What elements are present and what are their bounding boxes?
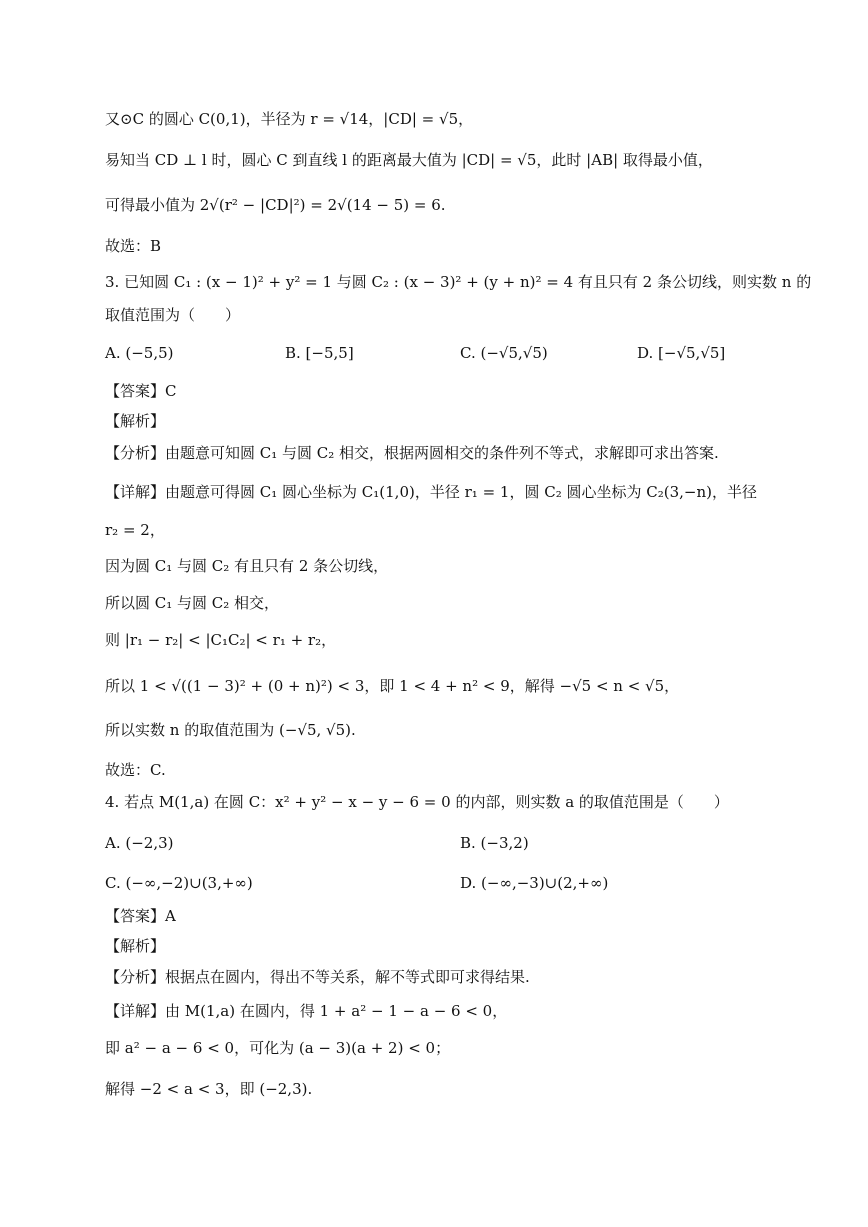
q4-option-d: D. (−∞,−3)∪(2,+∞): [460, 874, 609, 892]
detail-text: 【详解】由 M(1,a) 在圆内，得 1 + a² − 1 − a − 6 < 0，: [105, 1002, 508, 1020]
q4-option-b: B. (−3,2): [460, 834, 529, 852]
q3-option-d: D. [−√5,√5]: [637, 344, 726, 362]
q3-option-c: C. (−√5,√5): [460, 344, 548, 362]
text-line: 可得最小值为 2√(r² − |CD|²) = 2√(14 − 5) = 6.: [105, 196, 446, 214]
q3-option-a: A. (−5,5): [105, 344, 174, 362]
analysis-text: 【分析】根据点在圆内，得出不等关系，解不等式即可求得结果.: [105, 968, 530, 986]
analysis-label: 【解析】: [105, 937, 166, 955]
q4-option-a: A. (−2,3): [105, 834, 174, 852]
analysis-label: 【解析】: [105, 412, 166, 430]
text-line: 又⊙C 的圆心 C(0,1)，半径为 r = √14，|CD| = √5，: [105, 110, 474, 128]
detail-text: 【详解】由题意可得圆 C₁ 圆心坐标为 C₁(1,0)，半径 r₁ = 1，圆 C₂ 圆心坐标为 C₂(3,−n)，半径: [105, 483, 757, 501]
question-3-stem: 3. 已知圆 C₁ : (x − 1)² + y² = 1 与圆 C₂ : (x − 3)² + (y + n)² = 4 有且只有 2 条公切线，则实数 n 的: [105, 273, 812, 291]
q3-option-b: B. [−5,5]: [285, 344, 354, 362]
detail-text: 因为圆 C₁ 与圆 C₂ 有且只有 2 条公切线，: [105, 557, 389, 575]
question-3-stem-cont: 取值范围为（ ）: [105, 306, 241, 324]
detail-text: 即 a² − a − 6 < 0，可化为 (a − 3)(a + 2) < 0；: [105, 1039, 451, 1057]
detail-text: 解得 −2 < a < 3，即 (−2,3).: [105, 1080, 313, 1098]
answer-label: 【答案】A: [105, 907, 176, 925]
question-4-stem: 4. 若点 M(1,a) 在圆 C：x² + y² − x − y − 6 = 0 的内部，则实数 a 的取值范围是（ ）: [105, 793, 729, 811]
detail-text: 故选：C.: [105, 761, 166, 779]
answer-label: 【答案】C: [105, 382, 177, 400]
text-line: 易知当 CD ⊥ l 时，圆心 C 到直线 l 的距离最大值为 |CD| = √5，此时 |AB| 取得最小值，: [105, 151, 713, 169]
detail-text: 所以实数 n 的取值范围为 (−√5, √5).: [105, 721, 356, 739]
analysis-text: 【分析】由题意可知圆 C₁ 与圆 C₂ 相交，根据两圆相交的条件列不等式，求解即可求出答案.: [105, 444, 719, 462]
detail-text: 则 |r₁ − r₂| < |C₁C₂| < r₁ + r₂，: [105, 631, 337, 649]
text-line: 故选：B: [105, 237, 162, 255]
detail-text: 所以 1 < √((1 − 3)² + (0 + n)²) < 3，即 1 < 4 + n² < 9，解得 −√5 < n < √5，: [105, 677, 680, 695]
detail-text: 所以圆 C₁ 与圆 C₂ 相交，: [105, 594, 280, 612]
detail-text: r₂ = 2，: [105, 521, 165, 539]
q4-option-c: C. (−∞,−2)∪(3,+∞): [105, 874, 253, 892]
